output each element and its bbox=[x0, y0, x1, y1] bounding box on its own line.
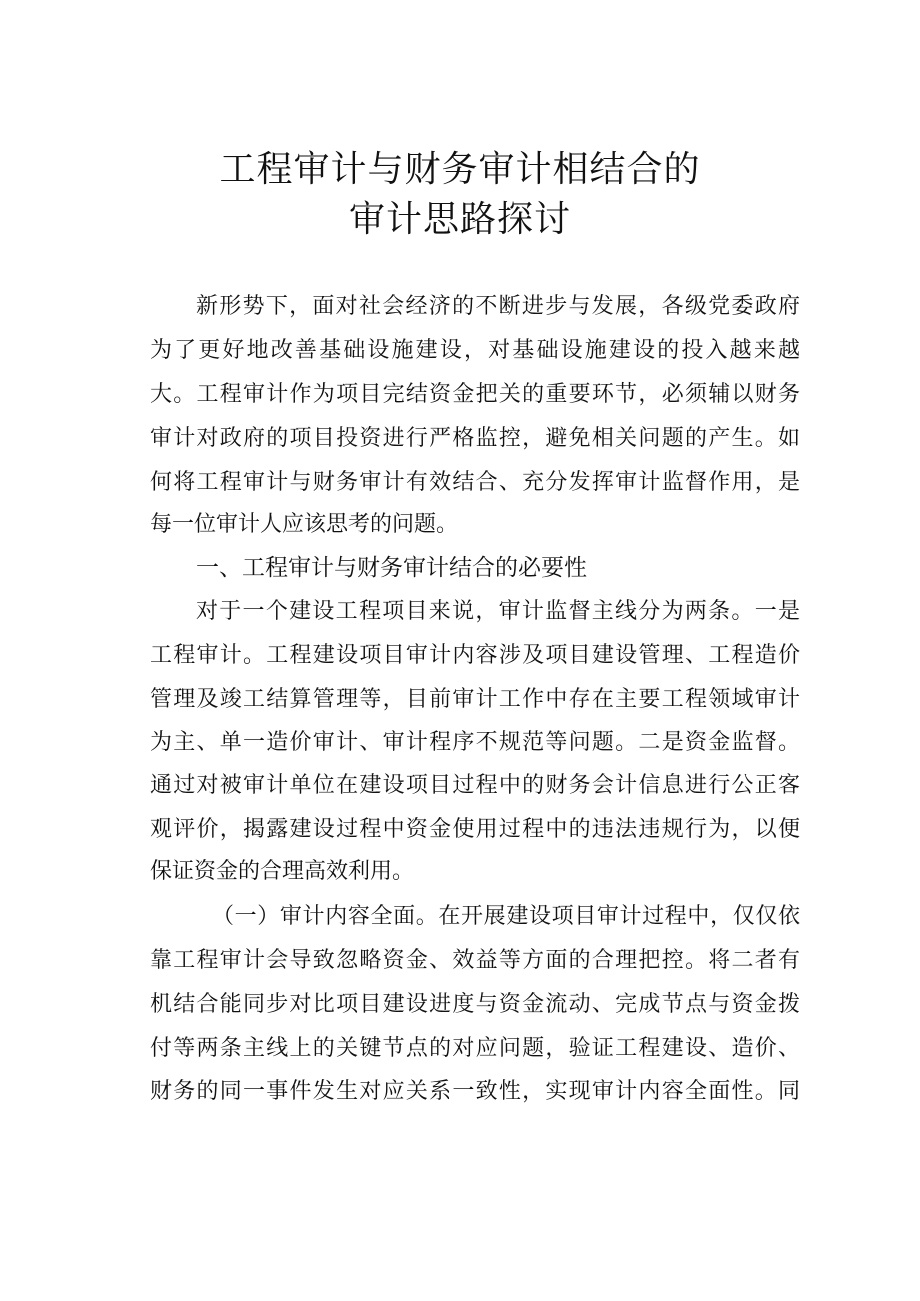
document-title-line-2: 审计思路探讨 bbox=[348, 199, 571, 240]
paragraph-2-line-7: 保证资金的合理高效利用。 bbox=[150, 859, 415, 884]
paragraph-1-line-5: 何将工程审计与财务审计有效结合、充分发挥审计监督作用，是 bbox=[150, 470, 800, 495]
paragraph-3-line-5: 财务的同一事件发生对应关系一致性，实现审计内容全面性。同 bbox=[150, 1079, 800, 1104]
paragraph-3-line-3: 机结合能同步对比项目建设进度与资金流动、完成节点与资金拨 bbox=[150, 992, 800, 1017]
paragraph-2-line-2: 工程审计。工程建设项目审计内容涉及项目建设管理、工程造价 bbox=[150, 643, 800, 668]
paragraph-3-line-4: 付等两条主线上的关键节点的对应问题，验证工程建设、造价、 bbox=[150, 1036, 800, 1061]
paragraph-2-line-4: 为主、单一造价审计、审计程序不规范等问题。二是资金监督。 bbox=[150, 730, 800, 755]
paragraph-1-line-1: 新形势下，面对社会经济的不断进步与发展，各级党委政府 bbox=[196, 294, 800, 319]
paragraph-2-line-3: 管理及竣工结算管理等，目前审计工作中存在主要工程领域审计 bbox=[150, 687, 800, 712]
paragraph-1-line-3: 大。工程审计作为项目完结资金把关的重要环节，必须辅以财务 bbox=[150, 382, 800, 407]
paragraph-1-line-6: 每一位审计人应该思考的问题。 bbox=[150, 512, 459, 537]
paragraph-3-line-1: （一）审计内容全面。在开展建设项目审计过程中，仅仅依 bbox=[212, 904, 800, 929]
section-heading: 一、工程审计与财务审计结合的必要性 bbox=[196, 555, 587, 581]
paragraph-1-line-2: 为了更好地改善基础设施建设，对基础设施建设的投入越来越 bbox=[150, 338, 800, 363]
document-title-line-1: 工程审计与财务审计相结合的 bbox=[219, 149, 701, 190]
paragraph-2-line-5: 通过对被审计单位在建设项目过程中的财务会计信息进行公正客 bbox=[150, 773, 800, 798]
paragraph-1-line-4: 审计对政府的项目投资进行严格监控，避免相关问题的产生。如 bbox=[150, 426, 800, 451]
paragraph-2-line-6: 观评价，揭露建设过程中资金使用过程中的违法违规行为，以便 bbox=[150, 817, 800, 842]
paragraph-3-line-2: 靠工程审计会导致忽略资金、效益等方面的合理把控。将二者有 bbox=[150, 948, 800, 973]
paragraph-2-line-1: 对于一个建设工程项目来说，审计监督主线分为两条。一是 bbox=[196, 599, 800, 624]
